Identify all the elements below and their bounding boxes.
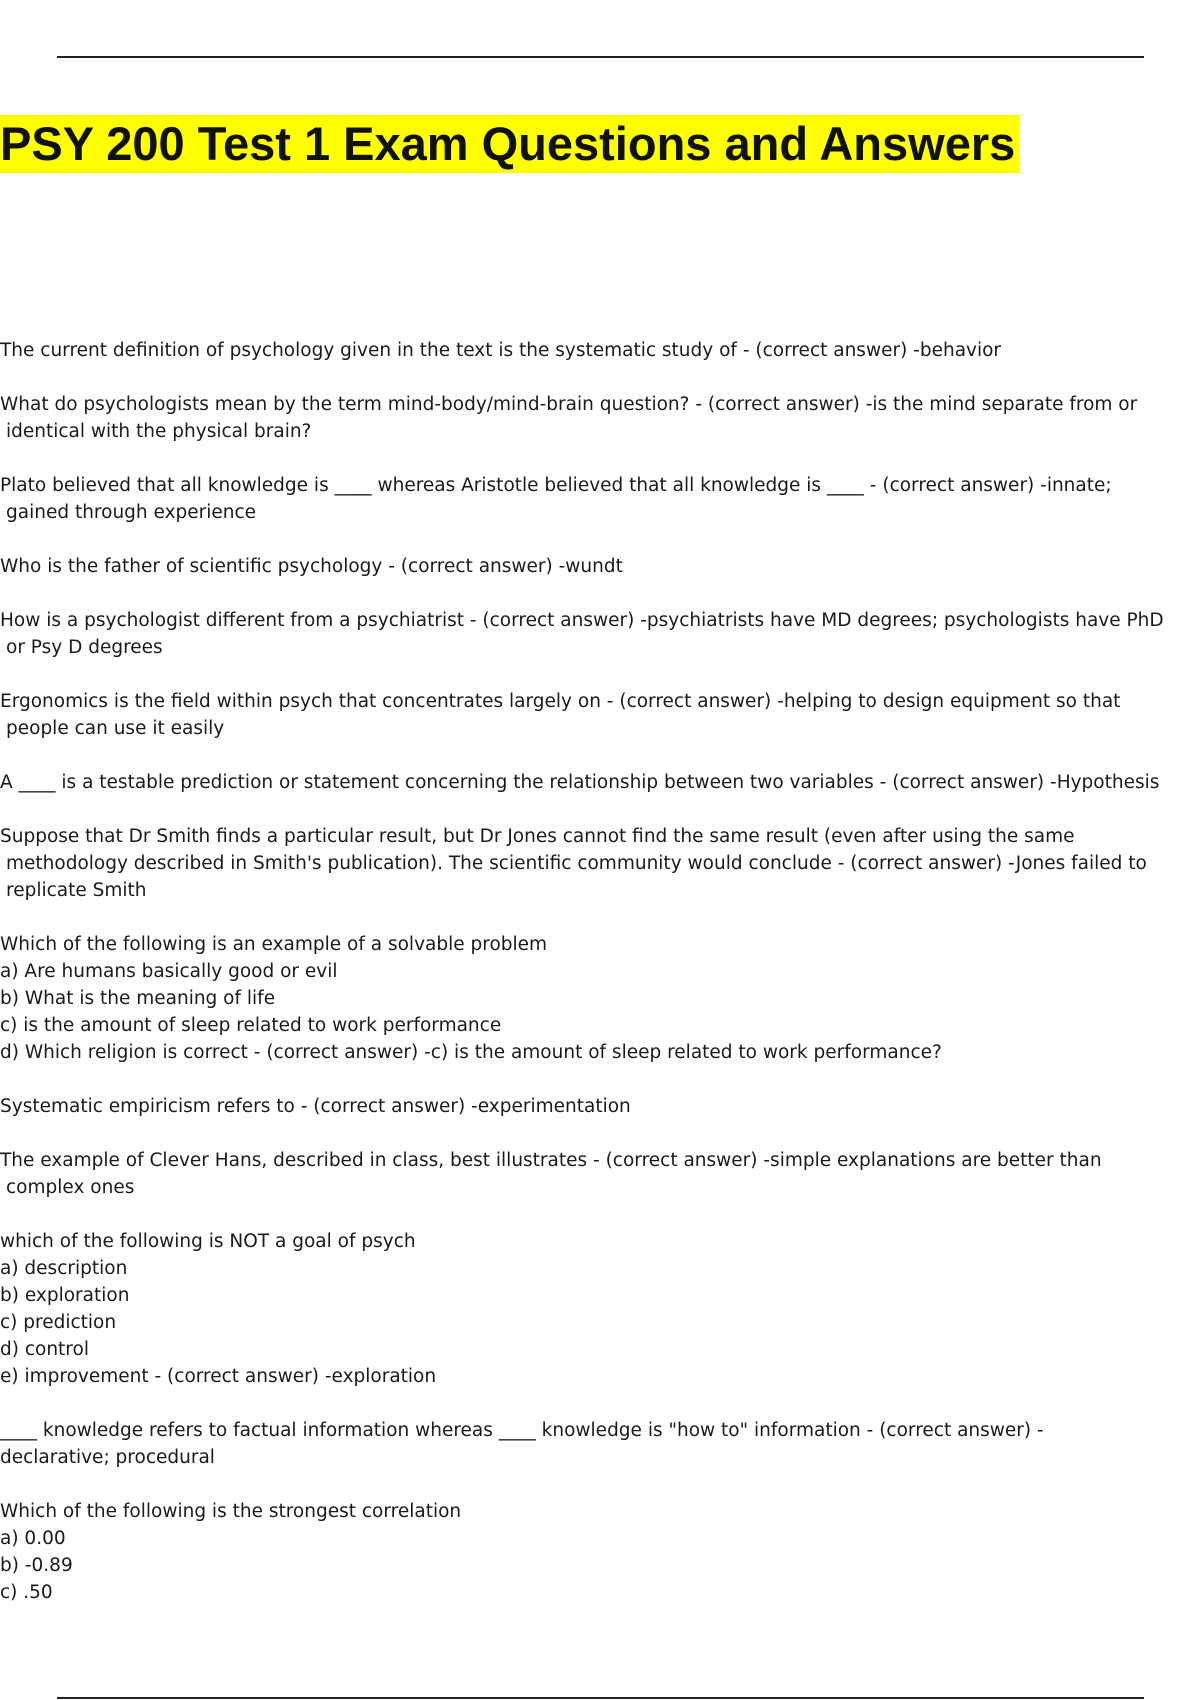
qa-item xyxy=(0,553,1190,580)
question-line: d) Which religion is correct - (correct answer) -c) is the amount of sleep related to work performance? xyxy=(0,1042,942,1063)
qa-item xyxy=(0,1093,1190,1120)
question-line: methodology described in Smith's publication). The scientific community would conclude - (correct answer) -Jones failed to xyxy=(6,853,1147,874)
question-line: b) exploration xyxy=(0,1285,130,1306)
question-list xyxy=(0,337,1190,1633)
question-text: Which of the following is an example of a solvable problem xyxy=(0,934,548,955)
question-line: b) What is the meaning of life xyxy=(0,988,276,1009)
question-line: complex ones xyxy=(6,1177,135,1198)
question-line: a) Are humans basically good or evil xyxy=(0,961,338,982)
question-text: Systematic empiricism refers to - (correct answer) -experimentation xyxy=(0,1096,631,1117)
question-line: identical with the physical brain? xyxy=(6,421,312,442)
question-text: Suppose that Dr Smith finds a particular result, but Dr Jones cannot find the same result (even after using the same xyxy=(0,826,1075,847)
qa-item xyxy=(0,931,1190,1066)
qa-item xyxy=(0,1417,1190,1471)
question-line: b) -0.89 xyxy=(0,1555,73,1576)
question-line: c) .50 xyxy=(0,1582,53,1603)
question-text: which of the following is NOT a goal of psych xyxy=(0,1231,416,1252)
document-title: PSY 200 Test 1 Exam Questions and Answers xyxy=(0,115,1019,173)
question-line: c) is the amount of sleep related to work performance xyxy=(0,1015,502,1036)
question-text: Who is the father of scientific psychology - (correct answer) -wundt xyxy=(0,556,623,577)
qa-item xyxy=(0,1228,1190,1390)
question-line: a) description xyxy=(0,1258,128,1279)
qa-item xyxy=(0,472,1190,526)
question-text: Which of the following is the strongest correlation xyxy=(0,1501,462,1522)
question-text: ____ knowledge refers to factual information whereas ____ knowledge is "how to" information - (correct answer) - xyxy=(0,1420,1044,1441)
qa-item xyxy=(0,769,1190,796)
question-line: declarative; procedural xyxy=(0,1447,215,1468)
question-line: e) improvement - (correct answer) -exploration xyxy=(0,1366,437,1387)
qa-item xyxy=(0,1147,1190,1201)
question-line: or Psy D degrees xyxy=(6,637,163,658)
bottom-rule xyxy=(57,1697,1144,1699)
question-line: gained through experience xyxy=(6,502,257,523)
question-line: replicate Smith xyxy=(6,880,147,901)
question-line: c) prediction xyxy=(0,1312,117,1333)
title-block xyxy=(0,115,1019,173)
question-text: The example of Clever Hans, described in class, best illustrates - (correct answer) -simple explanations are better than xyxy=(0,1150,1102,1171)
question-text: Ergonomics is the field within psych that concentrates largely on - (correct answer) -helping to design equipment so that xyxy=(0,691,1121,712)
question-text: The current definition of psychology given in the text is the systematic study of - (correct answer) -behavior xyxy=(0,340,1002,361)
qa-item xyxy=(0,337,1190,364)
question-text: How is a psychologist different from a psychiatrist - (correct answer) -psychiatrists have MD degrees; psychologists have PhD xyxy=(0,610,1164,631)
qa-item xyxy=(0,391,1190,445)
qa-item xyxy=(0,688,1190,742)
question-text: A ____ is a testable prediction or statement concerning the relationship between two variables - (correct answer) -Hypothesis xyxy=(0,772,1160,793)
qa-item xyxy=(0,823,1190,904)
top-rule xyxy=(57,56,1144,58)
question-text: What do psychologists mean by the term mind-body/mind-brain question? - (correct answer) -is the mind separate from or xyxy=(0,394,1138,415)
question-text: Plato believed that all knowledge is ____ whereas Aristotle believed that all knowledge is ____ - (correct answer) -innate; xyxy=(0,475,1112,496)
question-line: people can use it easily xyxy=(6,718,225,739)
question-line: a) 0.00 xyxy=(0,1528,66,1549)
qa-item xyxy=(0,607,1190,661)
question-line: d) control xyxy=(0,1339,89,1360)
qa-item xyxy=(0,1498,1190,1606)
